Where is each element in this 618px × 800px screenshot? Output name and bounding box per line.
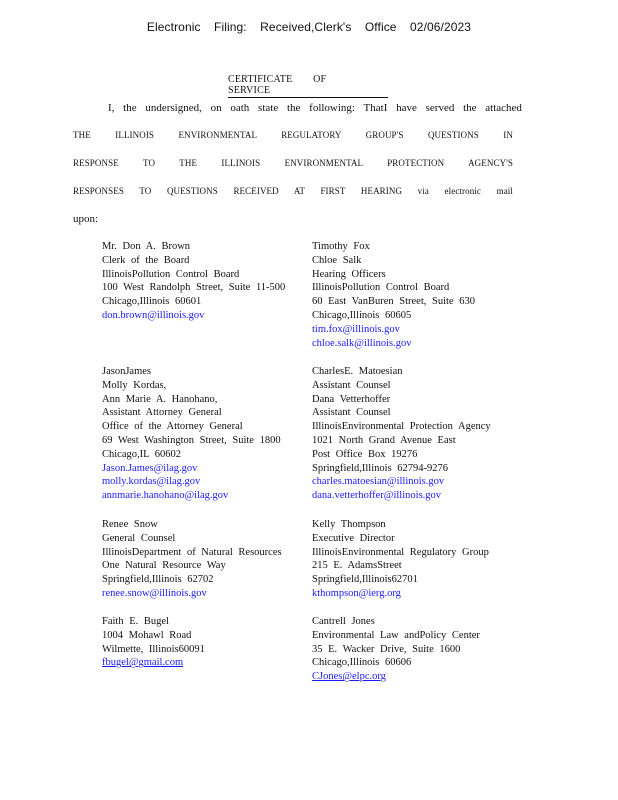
- recipient-block-ierg: [312, 518, 489, 601]
- recipient-email-link[interactable]: charles.matoesian@illinois.gov: [312, 476, 445, 488]
- recipient-name: Molly Kordas,: [102, 379, 167, 391]
- recipient-organization: IllinoisDepartment of Natural Resources: [102, 546, 282, 558]
- body-line-2: RESPONSE TO THE ILLINOIS ENVIRONMENTAL PROTECTION AGENCY'S: [73, 158, 513, 168]
- recipient-block-bugel: [102, 615, 205, 670]
- recipient-email-link[interactable]: dana.vetterhoffer@illinois.gov: [312, 490, 442, 502]
- recipient-city: Springfield,Illinois 62702: [102, 574, 214, 586]
- recipient-name: Cantrell Jones: [312, 616, 375, 627]
- recipient-title: Assistant Counsel: [312, 379, 391, 391]
- recipient-address: 215 E. AdamsStreet: [312, 560, 402, 572]
- certificate-title: CERTIFICATE OF SERVICE: [228, 74, 388, 98]
- recipient-name: Kelly Thompson: [312, 519, 386, 530]
- recipient-address: 35 E. Wacker Drive, Suite 1600: [312, 643, 461, 655]
- upon-label: upon:: [73, 213, 99, 225]
- recipient-city: Chicago,Illinois 60601: [102, 296, 202, 308]
- recipient-email-link[interactable]: renee.snow@illinois.gov: [102, 587, 207, 599]
- recipient-address: 1004 Mohawl Road: [102, 629, 192, 641]
- recipient-title: General Counsel: [102, 532, 176, 544]
- filing-stamp-header: Electronic Filing: Received,Clerk's Office 02/06/2023: [146, 20, 472, 34]
- recipient-block-hearing-officers: [312, 240, 475, 350]
- recipient-email-link[interactable]: CJones@elpc.org: [312, 671, 386, 683]
- recipient-email-link[interactable]: molly.kordas@ilag.gov: [102, 476, 201, 488]
- recipient-city: Springfield,Illinois62701: [312, 574, 418, 586]
- recipient-title: Executive Director: [312, 532, 395, 544]
- recipient-name: Ann Marie A. Hanohano,: [102, 393, 218, 405]
- recipient-title: Hearing Officers: [312, 268, 386, 280]
- recipient-address: 60 East VanBuren Street, Suite 630: [312, 296, 475, 308]
- recipient-city: Chicago,Illinois 60606: [312, 657, 412, 669]
- recipient-organization: Environmental Law andPolicy Center: [312, 629, 480, 641]
- recipient-name: JasonJames: [102, 366, 151, 377]
- recipient-organization: IllinoisEnvironmental Regulatory Group: [312, 546, 489, 558]
- recipient-address: 1021 North Grand Avenue East: [312, 434, 456, 446]
- recipient-name: Renee Snow: [102, 519, 158, 530]
- recipient-organization: IllinoisPollution Control Board: [102, 268, 240, 280]
- recipient-name: Faith E. Bugel: [102, 616, 169, 627]
- recipient-name: CharlesE. Matoesian: [312, 366, 403, 377]
- recipient-title: Assistant Counsel: [312, 407, 391, 419]
- recipient-city: Wilmette, Illinois60091: [102, 643, 205, 655]
- recipient-block-elpc: [312, 615, 480, 684]
- recipient-email-link[interactable]: don.brown@illinois.gov: [102, 309, 205, 321]
- recipient-title: Assistant Attorney General: [102, 407, 222, 419]
- recipient-email-link[interactable]: tim.fox@illinois.gov: [312, 323, 400, 335]
- recipient-email-link[interactable]: kthompson@ierg.org: [312, 587, 401, 599]
- recipient-address: Post Office Box 19276: [312, 448, 418, 460]
- recipient-city: Chicago,Illinois 60605: [312, 309, 412, 321]
- recipient-block-iepa: [312, 365, 491, 503]
- recipient-address: One Natural Resource Way: [102, 560, 226, 572]
- intro-sentence: I, the undersigned, on oath state the following: ThatI have served the attached: [108, 102, 522, 114]
- recipient-city: Chicago,IL 60602: [102, 448, 182, 460]
- body-line-3: RESPONSES TO QUESTIONS RECEIVED AT FIRST HEARING via electronic mail: [73, 186, 513, 196]
- recipient-name: Dana Vetterhoffer: [312, 393, 391, 405]
- recipient-email-link[interactable]: fbugel@gmail.com: [102, 657, 184, 669]
- recipient-organization: Office of the Attorney General: [102, 421, 243, 433]
- recipient-email-link[interactable]: chloe.salk@illinois.gov: [312, 337, 412, 349]
- body-line-1: THE ILLINOIS ENVIRONMENTAL REGULATORY GROUP'S QUESTIONS IN: [73, 130, 513, 140]
- recipient-address: 100 West Randolph Street, Suite 11-500: [102, 282, 286, 294]
- recipient-email-link[interactable]: Jason.James@ilag.gov: [102, 462, 198, 474]
- recipient-email-link[interactable]: annmarie.hanohano@ilag.gov: [102, 490, 229, 502]
- recipient-city: Springfield,Illinois 62794-9276: [312, 462, 448, 474]
- recipient-name: Mr. Don A. Brown: [102, 241, 191, 252]
- recipient-name: Timothy Fox: [312, 241, 370, 252]
- recipient-block-attorney-general: [102, 365, 281, 503]
- recipient-title: Clerk of the Board: [102, 254, 190, 266]
- recipient-block-clerk-brown: [102, 240, 285, 323]
- recipient-organization: IllinoisPollution Control Board: [312, 282, 450, 294]
- recipient-address: 69 West Washington Street, Suite 1800: [102, 434, 281, 446]
- recipient-organization: IllinoisEnvironmental Protection Agency: [312, 421, 491, 433]
- recipient-name: Chloe Salk: [312, 254, 362, 266]
- recipient-block-idnr: [102, 518, 282, 601]
